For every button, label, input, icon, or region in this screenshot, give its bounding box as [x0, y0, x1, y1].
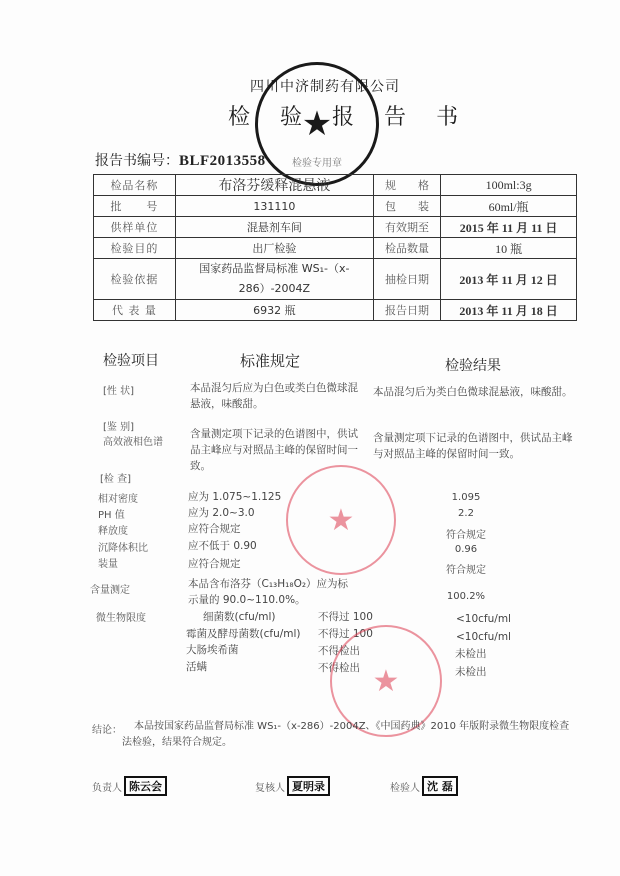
- identification-result: 含量测定项下记录的色谱图中，供试品主峰与对照品主峰的保留时间一致。: [373, 432, 573, 460]
- label-cell: 检验目的: [94, 238, 176, 259]
- inspection-seal: [255, 62, 379, 186]
- column-heading-standard: 标准规定: [240, 352, 301, 370]
- section-label-microbial: 微生物限度: [96, 613, 146, 624]
- check-result: 1.095: [451, 492, 481, 503]
- check-result: 符合规定: [446, 530, 486, 541]
- assay-standard: 本品含布洛芬（C₁₃H₁₈O₂）应为标示量的 90.0~110.0%。: [188, 578, 349, 606]
- title-char: 检: [228, 105, 251, 130]
- section-label-appearance: [性 状]: [103, 386, 134, 397]
- responsible-name-stamp: 陈云会: [124, 776, 167, 796]
- table-row: [94, 259, 577, 300]
- product-name: 布洛芬缓释混悬液: [175, 175, 373, 196]
- star-icon: ★: [301, 104, 333, 144]
- responsible-label: 负责人: [92, 782, 122, 794]
- inspector-label: 检验人: [390, 782, 420, 794]
- representative-quantity: 6932 瓶: [175, 300, 373, 321]
- check-name: 相对密度: [98, 494, 138, 505]
- microbial-name: 霉菌及酵母菌数(cfu/ml): [186, 628, 301, 640]
- table-row: [94, 300, 577, 321]
- microbial-standard: 不得检出: [318, 645, 360, 657]
- table-row: [94, 175, 577, 196]
- reviewer-label: 复核人: [255, 782, 285, 794]
- reviewer-name-stamp: 夏明录: [287, 776, 330, 796]
- check-result: 符合规定: [446, 565, 486, 576]
- label-cell: 检验依据: [94, 259, 176, 300]
- label-cell: 包 装: [373, 196, 440, 217]
- appearance-result: 本品混匀后为类白色微球混悬液，味酸甜。: [373, 386, 573, 398]
- microbial-standard: 不得过 100: [318, 628, 373, 640]
- conclusion-text: 本品按国家药品监督局标准 WS₁-（x-286）-2004Z、《中国药典》2010 年版附录微生物限度检查法检验，结果符合规定。: [122, 721, 570, 748]
- label-cell: 检品数量: [373, 238, 440, 259]
- star-icon: ★: [372, 663, 400, 699]
- column-heading-result: 检验结果: [445, 358, 501, 374]
- report-number-value: BLF2013558: [179, 153, 266, 169]
- check-name: 沉降体积比: [98, 543, 148, 554]
- section-label-checks: [检 查]: [100, 474, 131, 485]
- check-standard: 应为 2.0~3.0: [188, 507, 255, 519]
- company-seal: [286, 465, 396, 575]
- label-cell: 规 格: [373, 175, 440, 196]
- label-cell: 报告日期: [373, 300, 440, 321]
- label-cell: 批 号: [94, 196, 176, 217]
- label-cell: 有效期至: [373, 217, 440, 238]
- assay-result: 100.2%: [446, 591, 486, 602]
- inspection-purpose: 出厂检验: [175, 238, 373, 259]
- expiry-date: 2015 年 11 月 11 日: [441, 217, 577, 238]
- microbial-name: 大肠埃希菌: [186, 644, 239, 656]
- report-date: 2013 年 11 月 18 日: [441, 300, 577, 321]
- inspector-name-stamp: 沈 磊: [422, 776, 458, 796]
- star-icon: ★: [327, 502, 355, 538]
- microbial-name: 细菌数(cfu/ml): [203, 611, 276, 623]
- label-cell: 代 表 量: [94, 300, 176, 321]
- company-name: 四川中济制药有限公司: [250, 79, 400, 95]
- check-name: 装量: [98, 559, 118, 570]
- package-value: 60ml/瓶: [441, 196, 577, 217]
- info-table: [93, 174, 577, 321]
- label-cell: 抽检日期: [373, 259, 440, 300]
- report-number: [95, 150, 266, 170]
- microbial-name: 活螨: [186, 661, 207, 673]
- identification-method: 高效液相色谱: [103, 437, 163, 448]
- table-row: [94, 217, 577, 238]
- section-label-assay: 含量测定: [90, 585, 130, 596]
- title-char: 告: [384, 105, 407, 130]
- conclusion-label: 结论：: [92, 725, 122, 736]
- microbial-result: 未检出: [455, 648, 487, 660]
- microbial-result: <10cfu/ml: [456, 631, 511, 643]
- sample-quantity: 10 瓶: [441, 238, 577, 259]
- appearance-standard: 本品混匀后应为白色或类白色微球混悬液，味酸甜。: [190, 382, 358, 410]
- supplier-unit: 混悬剂车间: [175, 217, 373, 238]
- table-row: [94, 238, 577, 259]
- check-name: PH 值: [98, 510, 125, 521]
- seal-text: 检验专用章: [292, 158, 342, 169]
- inspection-basis: 国家药品监督局标准 WS₁-（x-286）-2004Z: [175, 259, 373, 300]
- label-cell: 检品名称: [94, 175, 176, 196]
- title-char: 报: [332, 105, 355, 130]
- microbial-standard: 不得检出: [318, 662, 360, 674]
- title-char: 验: [280, 105, 303, 130]
- check-result: 0.96: [454, 544, 478, 555]
- microbial-standard: 不得过 100: [318, 611, 373, 623]
- label-cell: 供样单位: [94, 217, 176, 238]
- microbial-result: <10cfu/ml: [456, 613, 511, 625]
- batch-number: 131110: [175, 196, 373, 217]
- microbial-result: 未检出: [455, 666, 487, 678]
- section-label-identification: [鉴 别]: [103, 422, 134, 433]
- signature-inspector: [390, 776, 458, 796]
- signature-responsible: [92, 776, 167, 796]
- table-row: [94, 196, 577, 217]
- check-standard: 应符合规定: [188, 558, 241, 570]
- check-standard: 应符合规定: [188, 523, 241, 535]
- column-heading-item: 检验项目: [103, 353, 159, 369]
- title-char: 书: [436, 105, 459, 130]
- signature-reviewer: [255, 776, 330, 796]
- check-standard: 应不低于 0.90: [188, 540, 257, 552]
- check-name: 释放度: [98, 526, 128, 537]
- spec-value: 100ml:3g: [441, 175, 577, 196]
- sampling-date: 2013 年 11 月 12 日: [441, 259, 577, 300]
- report-number-label: 报告书编号：: [95, 153, 179, 169]
- check-result: 2.2: [458, 508, 474, 519]
- check-standard: 应为 1.075~1.125: [188, 491, 282, 503]
- identification-standard: 含量测定项下记录的色谱图中，供试品主峰应与对照品主峰的保留时间一致。: [190, 428, 358, 472]
